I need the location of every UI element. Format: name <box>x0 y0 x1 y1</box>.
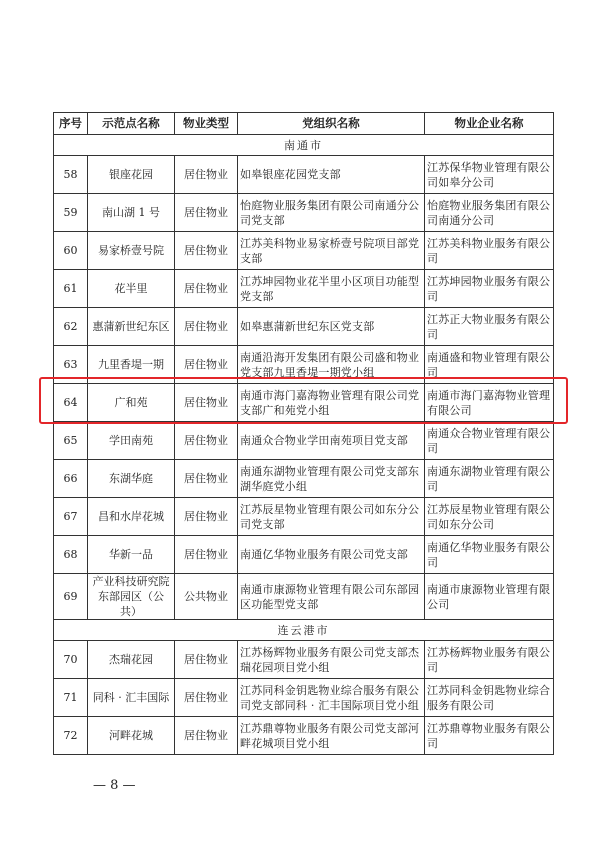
cell-no: 65 <box>54 422 88 460</box>
header-no: 序号 <box>54 113 88 135</box>
cell-site-name: 昌和水岸花城 <box>88 498 175 536</box>
cell-party-org: 南通市康源物业管理有限公司东部园区功能型党支部 <box>238 574 425 620</box>
region-label: 南通市 <box>54 135 554 156</box>
cell-site-name: 易家桥壹号院 <box>88 232 175 270</box>
highlight-box <box>39 377 568 424</box>
cell-party-org: 江苏坤园物业花半里小区项目功能型党支部 <box>238 270 425 308</box>
table-row <box>54 717 554 755</box>
cell-enterprise: 怡庭物业服务集团有限公司南通分公司 <box>425 194 554 232</box>
table-row <box>54 270 554 308</box>
header-enterprise: 物业企业名称 <box>425 113 554 135</box>
cell-party-org: 南通众合物业学田南苑项目党支部 <box>238 422 425 460</box>
table-row <box>54 156 554 194</box>
cell-property-type: 居住物业 <box>175 308 238 346</box>
header-site: 示范点名称 <box>88 113 175 135</box>
cell-enterprise: 江苏美科物业服务有限公司 <box>425 232 554 270</box>
table-header-row <box>54 113 554 135</box>
cell-enterprise: 江苏鼎尊物业服务有限公司 <box>425 717 554 755</box>
cell-party-org: 南通市海门嘉海物业管理有限公司党支部广和苑党小组 <box>238 384 425 422</box>
cell-site-name: 广和苑 <box>88 384 175 422</box>
cell-no: 63 <box>54 346 88 384</box>
cell-no: 64 <box>54 384 88 422</box>
cell-no: 59 <box>54 194 88 232</box>
region-row <box>54 620 554 641</box>
cell-no: 61 <box>54 270 88 308</box>
cell-property-type: 居住物业 <box>175 422 238 460</box>
table-row <box>54 536 554 574</box>
cell-party-org: 江苏鼎尊物业服务有限公司党支部河畔花城项目党小组 <box>238 717 425 755</box>
cell-enterprise: 南通东湖物业管理有限公司 <box>425 460 554 498</box>
table-row <box>54 641 554 679</box>
cell-no: 69 <box>54 574 88 620</box>
cell-property-type: 居住物业 <box>175 384 238 422</box>
cell-no: 70 <box>54 641 88 679</box>
cell-site-name: 九里香堤一期 <box>88 346 175 384</box>
cell-enterprise: 南通亿华物业服务有限公司 <box>425 536 554 574</box>
cell-property-type: 居住物业 <box>175 460 238 498</box>
table-row <box>54 232 554 270</box>
cell-property-type: 居住物业 <box>175 679 238 717</box>
header-org: 党组织名称 <box>238 113 425 135</box>
table-row <box>54 422 554 460</box>
cell-party-org: 南通沿海开发集团有限公司盛和物业党支部九里香堤一期党小组 <box>238 346 425 384</box>
cell-enterprise: 南通众合物业管理有限公司 <box>425 422 554 460</box>
cell-enterprise: 江苏辰星物业管理有限公司如东分公司 <box>425 498 554 536</box>
cell-property-type: 公共物业 <box>175 574 238 620</box>
cell-party-org: 如皋银座花园党支部 <box>238 156 425 194</box>
cell-no: 72 <box>54 717 88 755</box>
cell-property-type: 居住物业 <box>175 536 238 574</box>
cell-property-type: 居住物业 <box>175 194 238 232</box>
cell-site-name: 银座花园 <box>88 156 175 194</box>
cell-no: 60 <box>54 232 88 270</box>
cell-enterprise: 江苏坤园物业服务有限公司 <box>425 270 554 308</box>
cell-enterprise: 南通盛和物业管理有限公司 <box>425 346 554 384</box>
table-row <box>54 194 554 232</box>
cell-site-name: 花半里 <box>88 270 175 308</box>
cell-site-name: 杰瑞花园 <box>88 641 175 679</box>
region-row <box>54 135 554 156</box>
cell-property-type: 居住物业 <box>175 641 238 679</box>
cell-enterprise: 江苏正大物业服务有限公司 <box>425 308 554 346</box>
cell-site-name: 东湖华庭 <box>88 460 175 498</box>
cell-enterprise: 南通市康源物业管理有限公司 <box>425 574 554 620</box>
cell-site-name: 惠蒲新世纪东区 <box>88 308 175 346</box>
cell-site-name: 产业科技研究院东部园区（公共） <box>88 574 175 620</box>
table-row <box>54 460 554 498</box>
cell-site-name: 南山湖 1 号 <box>88 194 175 232</box>
table-row <box>54 308 554 346</box>
cell-party-org: 南通亿华物业服务有限公司党支部 <box>238 536 425 574</box>
cell-site-name: 同科 · 汇丰国际 <box>88 679 175 717</box>
cell-no: 58 <box>54 156 88 194</box>
cell-no: 66 <box>54 460 88 498</box>
cell-party-org: 怡庭物业服务集团有限公司南通分公司党支部 <box>238 194 425 232</box>
cell-property-type: 居住物业 <box>175 270 238 308</box>
cell-party-org: 南通东湖物业管理有限公司党支部东湖华庭党小组 <box>238 460 425 498</box>
table-body <box>54 135 554 755</box>
table-row <box>54 574 554 620</box>
cell-site-name: 学田南苑 <box>88 422 175 460</box>
cell-enterprise: 江苏保华物业管理有限公司如皋分公司 <box>425 156 554 194</box>
table-row <box>54 679 554 717</box>
property-demo-table <box>53 112 554 755</box>
cell-property-type: 居住物业 <box>175 232 238 270</box>
cell-no: 62 <box>54 308 88 346</box>
cell-party-org: 江苏美科物业易家桥壹号院项目部党支部 <box>238 232 425 270</box>
cell-enterprise: 南通市海门嘉海物业管理有限公司 <box>425 384 554 422</box>
cell-enterprise: 江苏杨辉物业服务有限公司 <box>425 641 554 679</box>
cell-party-org: 江苏杨辉物业服务有限公司党支部杰瑞花园项目党小组 <box>238 641 425 679</box>
page-number: — 8 — <box>93 778 136 793</box>
cell-enterprise: 江苏同科金钥匙物业综合服务有限公司 <box>425 679 554 717</box>
cell-property-type: 居住物业 <box>175 717 238 755</box>
cell-property-type: 居住物业 <box>175 156 238 194</box>
cell-party-org: 江苏辰星物业管理有限公司如东分公司党支部 <box>238 498 425 536</box>
cell-no: 71 <box>54 679 88 717</box>
cell-site-name: 华新一品 <box>88 536 175 574</box>
cell-no: 68 <box>54 536 88 574</box>
cell-party-org: 江苏同科金钥匙物业综合服务有限公司党支部同科 · 汇丰国际项目党小组 <box>238 679 425 717</box>
cell-property-type: 居住物业 <box>175 498 238 536</box>
table-row <box>54 498 554 536</box>
cell-party-org: 如皋惠蒲新世纪东区党支部 <box>238 308 425 346</box>
region-label: 连云港市 <box>54 620 554 641</box>
cell-property-type: 居住物业 <box>175 346 238 384</box>
cell-no: 67 <box>54 498 88 536</box>
cell-site-name: 河畔花城 <box>88 717 175 755</box>
header-type: 物业类型 <box>175 113 238 135</box>
